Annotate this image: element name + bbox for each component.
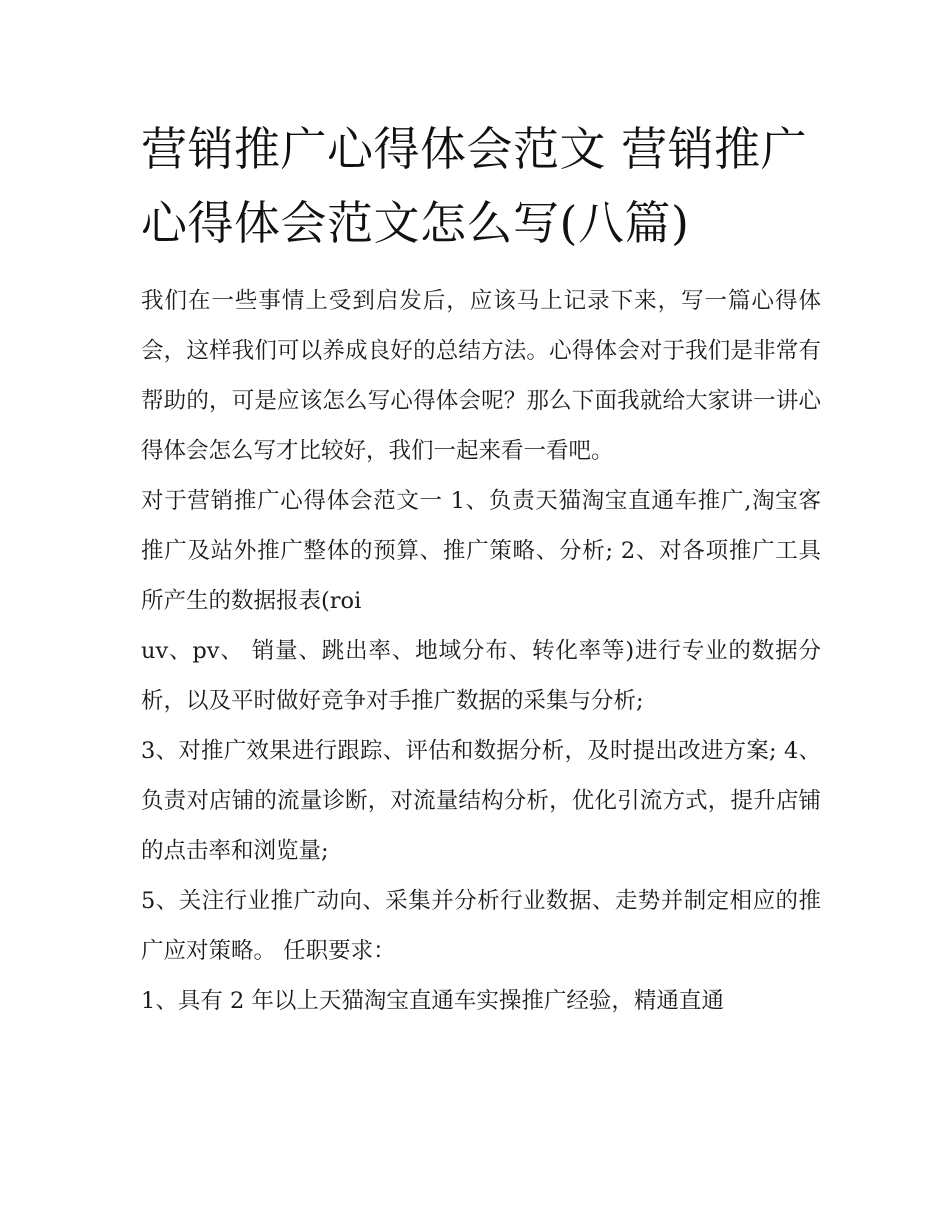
paragraph-sample-one: 对于营销推广心得体会范文一 1、负责天猫淘宝直通车推广,淘宝客推广及站外推广整体的预算、推广策略、分析; 2、对各项推广工具所产生的数据报表(roi bbox=[141, 488, 821, 614]
paragraph-requirement-one: 1、具有 2 年以上天猫淘宝直通车实操推广经验，精通直通 bbox=[141, 988, 724, 1014]
document-title: 营销推广心得体会范文 营销推广心得体会范文怎么写(八篇) bbox=[141, 122, 808, 250]
paragraph-industry: 5、关注行业推广动向、采集并分析行业数据、走势并制定相应的推广应对策略。 任职要求： bbox=[141, 888, 821, 964]
paragraph-data-analysis: uv、pv、 销量、跳出率、地域分布、转化率等)进行专业的数据分析，以及平时做好竞争对手推广数据的采集与分析; bbox=[141, 638, 821, 714]
paragraph-intro: 我们在一些事情上受到启发后，应该马上记录下来，写一篇心得体会，这样我们可以养成良好的总结方法。心得体会对于我们是非常有帮助的，可是应该怎么写心得体会呢？那么下面我就给大家讲一讲心得体会怎么写才比较好，我们一起来看一看吧。 bbox=[141, 288, 821, 464]
document-body bbox=[141, 112, 821, 1026]
paragraph-tracking: 3、对推广效果进行跟踪、评估和数据分析，及时提出改进方案; 4、负责对店铺的流量诊断，对流量结构分析，优化引流方式，提升店铺的点击率和浏览量; bbox=[141, 738, 821, 864]
